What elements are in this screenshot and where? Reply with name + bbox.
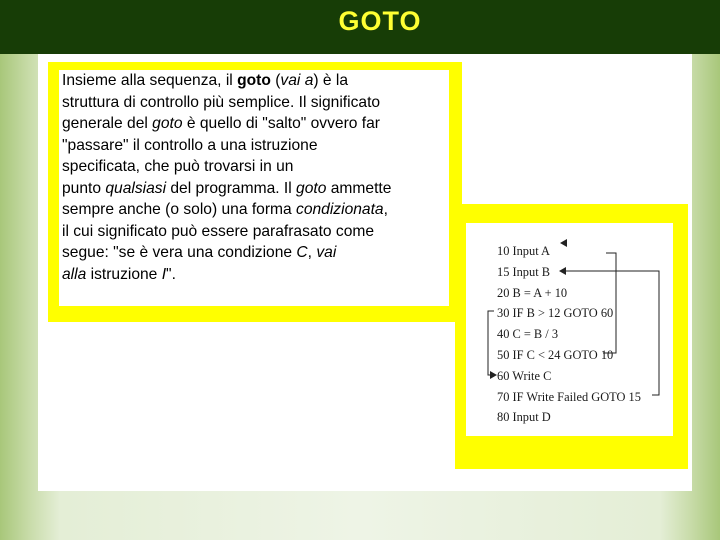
arrowhead-icon: [559, 267, 566, 275]
text-line: segue: "se è vera una condizione C, vai: [62, 244, 337, 261]
text-line: Insieme alla sequenza, il goto (vai a) è la: [62, 72, 349, 89]
code-line: 40 C = B / 3: [497, 327, 559, 342]
text-line: sempre anche (o solo) una forma condizionata,: [62, 201, 388, 218]
text-line: il cui significato può essere parafrasato come: [62, 222, 375, 240]
arrowhead-icon: [560, 239, 567, 247]
goto-description: [62, 70, 454, 285]
code-line: 50 IF C < 24 GOTO 10: [497, 347, 614, 362]
text-line: generale del goto è quello di "salto" ovvero far: [62, 115, 380, 132]
code-line: 20 B = A + 10: [497, 285, 568, 300]
text-line: specificata, che può trovarsi in un: [62, 158, 294, 175]
code-line: 80 Input D: [497, 410, 551, 425]
arrowhead-icon: [490, 371, 497, 379]
goto-arrows: [466, 223, 673, 436]
code-line: 70 IF Write Failed GOTO 15: [497, 389, 641, 404]
text-line: "passare" il controllo a una istruzione: [62, 136, 318, 154]
text-line: punto qualsiasi del programma. Il goto ammette: [62, 179, 392, 197]
slide-title: GOTO: [338, 6, 422, 36]
code-line: 10 Input A: [497, 244, 551, 258]
goto-15-arrow: [566, 271, 659, 395]
code-line: 30 IF B > 12 GOTO 60: [497, 306, 614, 321]
text-line: struttura di controllo più semplice. Il significato: [62, 93, 381, 111]
goto-60-arrow: [488, 311, 494, 375]
code-line: 15 Input B: [497, 264, 551, 279]
goto-10-arrow: [603, 253, 616, 353]
text-line: alla istruzione I".: [62, 265, 176, 283]
code-line: 60 Write C: [497, 368, 552, 383]
